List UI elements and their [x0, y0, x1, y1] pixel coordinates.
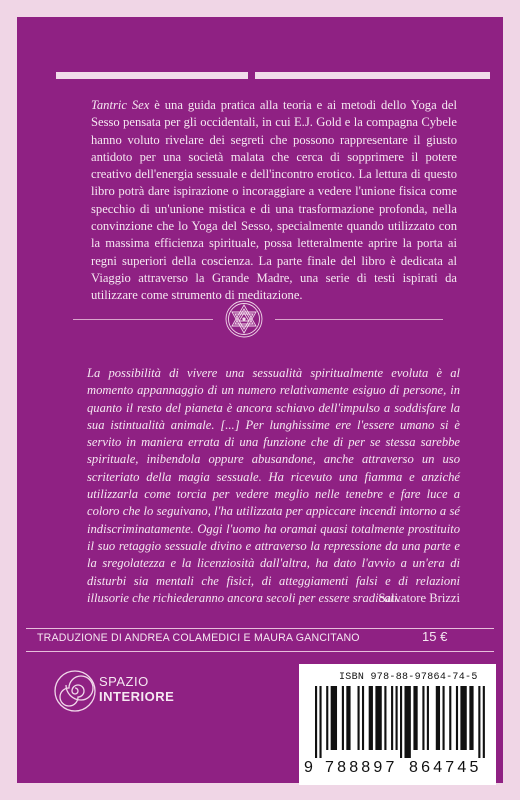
publisher-name-line1: SPAZIO	[99, 674, 149, 689]
publisher-name-line2: INTERIORE	[99, 689, 175, 704]
barcode-bar	[375, 686, 381, 750]
barcode-bar	[422, 686, 424, 750]
barcode-bar	[413, 686, 417, 750]
price: 15 €	[422, 629, 448, 644]
barcode-bar	[469, 686, 473, 750]
ean-group-right: 864745	[409, 759, 482, 776]
ean-group-left: 788897	[325, 759, 398, 776]
barcode-bar	[384, 686, 386, 750]
barcode-bar	[478, 686, 480, 758]
barcode-bars	[313, 686, 489, 758]
divider-line-left	[73, 319, 213, 320]
barcode-bar	[427, 686, 429, 750]
quote-text: La possibilità di vivere una sessualità spiritualmente evoluta è al momento appannaggio di un numero relativamente esiguo di persone, in quanto il resto del pianeta è ancora schiavo dell'impulso a soddisfare la sua istintualità animale. [...] Per lunghissime ere l'essere umano si è servito in maniera errata di una funzione che di per se stessa sarebbe spirituale, inibendola oppure abusandone, anche attraverso un uso scriteriato della magia sessuale. Ha ricevuto una fiamma e anziché utilizzarla come torcia per vedere meglio nelle tenebre e fare luce a coloro che lo seguivano, l'ha utilizzata per appiccare incendi intorno a sé indiscriminatamente. Oggi l'uomo ha oramai quasi totalmente prostituito il suo retaggio sessuale divino e attraverso la repressione da una parte e la sregolatezza e la licenziosità dall'altra, ha dato l'avvio a un'era di disturbi sia mentali che fisici, di atteggiamenti falsi e di relazioni illusorie che richiederanno ancora secoli per essere sradicati.	[87, 366, 460, 605]
footer-rule-bottom	[26, 651, 494, 652]
sri-yantra-icon	[224, 299, 264, 339]
publisher-name	[99, 674, 174, 704]
barcode-bar	[342, 686, 344, 750]
barcode-bar	[362, 686, 364, 750]
translation-credit: TRADUZIONE DI ANDREA COLAMEDICI E MAURA GANCITANO	[37, 632, 360, 644]
barcode-bar	[460, 686, 466, 750]
divider-line-right	[275, 319, 443, 320]
barcode-bar	[436, 686, 440, 750]
top-rule-left	[56, 72, 248, 79]
barcode-bar	[358, 686, 360, 750]
book-description	[91, 97, 457, 305]
spiral-logo-icon	[53, 669, 97, 713]
barcode-bar	[319, 686, 321, 758]
quote-author: Salvatore Brizzi	[378, 591, 460, 605]
isbn-label: ISBN 978-88-97864-74-5	[339, 672, 478, 683]
description-body: è una guida pratica alla teoria e ai metodi dello Yoga del Sesso pensata per gli occidentali, in cui E.J. Gold e la compagna Cybele hanno voluto rivelare dei segreti che possono rappresentare il giusto antidoto per una società malata che cerca di sopprimere il potere creativo dell'energia sessuale e dell'incontro erotico. La lettura di questo libro potrà dare ispirazione o incoraggiare a vedere l'unione fisica come specchio di un'unione mistica e di una trasformazione profonda, nella convinzione che lo Yoga del Sesso, specialmente quando utilizzato con la massima efficienza spirituale, possa letteralmente aprire la porta ai regni superiori della coscienza. La parte finale del libro è dedicata al Viaggio attraverso la Grande Madre, una serie di testi ispirati da utilizzare come strumento di meditazione.	[91, 98, 457, 303]
barcode-bar	[369, 686, 373, 750]
barcode-bar	[391, 686, 393, 750]
barcode-bar	[449, 686, 451, 750]
barcode-bar	[331, 686, 337, 750]
barcode-bar	[483, 686, 485, 758]
barcode-bar	[396, 686, 398, 750]
barcode-panel	[299, 664, 496, 785]
back-cover	[17, 17, 503, 783]
barcode-bar	[456, 686, 458, 750]
top-rule-right	[255, 72, 490, 79]
barcode-bar	[346, 686, 350, 750]
barcode-bar	[443, 686, 445, 750]
ean-first-digit: 9	[304, 759, 313, 776]
barcode-bar	[315, 686, 317, 758]
barcode-bar	[404, 686, 410, 758]
barcode-bar	[326, 686, 328, 750]
book-title: Tantric Sex	[91, 98, 150, 112]
barcode-bar	[400, 686, 402, 758]
